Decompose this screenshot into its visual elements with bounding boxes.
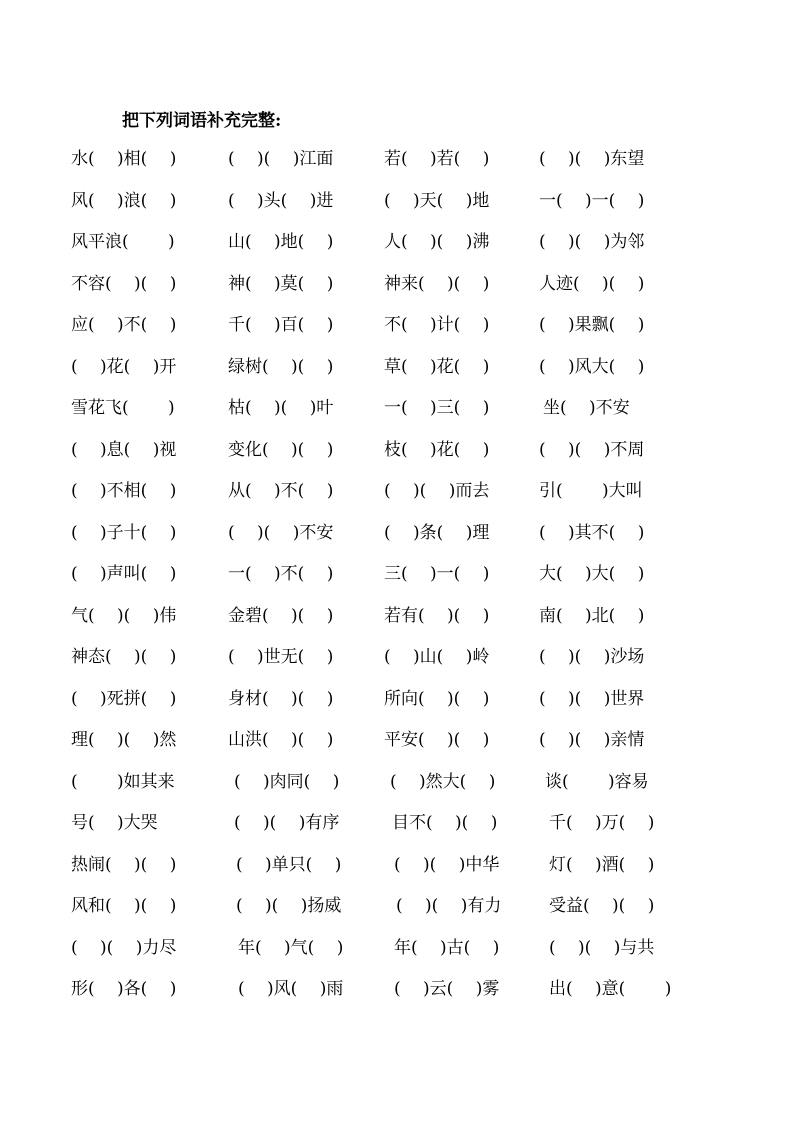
- page-title: 把下列词语补充完整:: [122, 111, 282, 131]
- exercise-row: [0, 188, 794, 214]
- exercise-row: [0, 852, 794, 878]
- exercise-row: [0, 935, 794, 961]
- idiom-blank-item: ( )肉同( ): [234, 771, 340, 792]
- idiom-blank-item: ( )然大( ): [390, 771, 496, 792]
- idiom-blank-item: 出( )意( ): [549, 979, 672, 999]
- idiom-blank-item: 风平浪( ): [71, 232, 175, 252]
- idiom-blank-item: 金碧( )( ): [228, 605, 334, 626]
- idiom-blank-item: ( )不相( ): [71, 481, 177, 501]
- idiom-blank-item: ( )( )中华: [394, 854, 500, 875]
- idiom-blank-item: 三( )一( ): [384, 564, 490, 584]
- idiom-blank-item: 号( )大哭: [71, 813, 158, 833]
- idiom-blank-item: 从( )不( ): [228, 481, 334, 501]
- idiom-blank-item: ( )单只( ): [236, 854, 342, 875]
- exercise-row: [0, 520, 794, 546]
- idiom-blank-item: 绿树( )( ): [228, 356, 334, 377]
- idiom-blank-item: ( )声叫( ): [71, 564, 177, 584]
- idiom-blank-item: 神( )莫( ): [228, 273, 334, 294]
- idiom-blank-item: 枯( )( )叶: [228, 398, 334, 418]
- idiom-blank-item: 一( )不( ): [228, 564, 334, 584]
- idiom-blank-item: 不( )计( ): [384, 315, 490, 335]
- idiom-blank-item: 一( )三( ): [384, 398, 490, 418]
- exercise-row: [0, 229, 794, 255]
- idiom-blank-item: ( )( )不安: [228, 522, 334, 543]
- exercise-row: [0, 810, 794, 836]
- idiom-blank-item: ( )山( )岭: [384, 647, 490, 667]
- exercise-row: [0, 727, 794, 753]
- exercise-row: [0, 354, 794, 380]
- idiom-blank-item: 水( )相( ): [71, 149, 177, 169]
- idiom-blank-item: 山( )地( ): [228, 232, 334, 252]
- idiom-blank-item: ( )( )扬威: [236, 896, 342, 916]
- exercise-row: [0, 478, 794, 504]
- idiom-blank-item: 若有( )( ): [384, 605, 490, 626]
- exercise-row: [0, 561, 794, 587]
- idiom-blank-item: 引( )大叫: [539, 481, 643, 501]
- idiom-blank-item: 人迹( )( ): [539, 273, 645, 294]
- exercise-row: [0, 686, 794, 712]
- idiom-blank-item: 枝( )花( ): [384, 439, 490, 460]
- idiom-blank-item: ( )风大( ): [539, 356, 645, 377]
- exercise-row: [0, 603, 794, 629]
- idiom-blank-item: ( )( )东望: [539, 149, 645, 169]
- idiom-blank-item: 草( )花( ): [384, 356, 490, 377]
- idiom-blank-item: 身材( )( ): [228, 688, 334, 709]
- idiom-blank-item: 气( )( )伟: [71, 605, 177, 626]
- idiom-blank-item: ( )( )为邻: [539, 232, 645, 252]
- idiom-blank-item: ( )( )而去: [384, 481, 490, 501]
- idiom-blank-item: 热闹( )( ): [71, 854, 177, 875]
- idiom-blank-item: ( )天( )地: [384, 190, 490, 211]
- idiom-blank-item: 神来( )( ): [384, 273, 490, 294]
- idiom-blank-item: 灯( )酒( ): [549, 854, 655, 875]
- idiom-blank-item: 千( )百( ): [228, 315, 334, 335]
- idiom-blank-item: ( )( )与共: [549, 937, 655, 958]
- idiom-blank-item: 理( )( )然: [71, 730, 177, 750]
- idiom-blank-item: ( )( )沙场: [539, 647, 645, 667]
- idiom-blank-item: 年( )气( ): [238, 937, 344, 958]
- idiom-blank-item: 若( )若( ): [384, 149, 490, 169]
- idiom-blank-item: ( )果飘( ): [539, 315, 645, 335]
- exercise-row: [0, 769, 794, 795]
- exercise-row: [0, 437, 794, 463]
- idiom-blank-item: ( )( )力尽: [71, 937, 177, 958]
- idiom-blank-item: 受益( )( ): [549, 896, 655, 916]
- idiom-blank-item: ( )如其来: [71, 771, 175, 792]
- idiom-blank-item: ( )息( )视: [71, 439, 177, 460]
- idiom-blank-item: ( )风( )雨: [238, 979, 344, 999]
- idiom-blank-item: ( )( )不周: [539, 439, 645, 460]
- idiom-blank-item: 人( )( )沸: [384, 232, 490, 252]
- idiom-blank-item: ( )头( )进: [228, 190, 334, 211]
- exercise-row: [0, 893, 794, 919]
- idiom-blank-item: ( )花( )开: [71, 356, 177, 377]
- idiom-blank-item: 千( )万( ): [549, 813, 655, 833]
- idiom-blank-item: 神态( )( ): [71, 647, 177, 667]
- idiom-blank-item: ( )世无( ): [228, 647, 334, 667]
- idiom-blank-item: 南( )北( ): [539, 605, 645, 626]
- idiom-blank-item: ( )死拼( ): [71, 688, 177, 709]
- idiom-blank-item: 风和( )( ): [71, 896, 177, 916]
- idiom-blank-item: ( )( )世界: [539, 688, 645, 709]
- idiom-blank-item: 谈( )容易: [545, 771, 649, 792]
- idiom-blank-item: 山洪( )( ): [228, 730, 334, 750]
- idiom-blank-item: 风( )浪( ): [71, 190, 177, 211]
- idiom-blank-item: ( )云( )雾: [394, 979, 500, 999]
- idiom-blank-item: ( )条( )理: [384, 522, 490, 543]
- idiom-blank-item: 变化( )( ): [228, 439, 334, 460]
- exercise-row: [0, 976, 794, 1002]
- exercise-row: [0, 146, 794, 172]
- exercise-row: [0, 644, 794, 670]
- idiom-blank-item: ( )( )江面: [228, 149, 334, 169]
- idiom-blank-item: 目不( )( ): [392, 813, 498, 833]
- idiom-blank-item: 不容( )( ): [71, 273, 177, 294]
- idiom-blank-item: 年( )古( ): [394, 937, 500, 958]
- idiom-blank-item: 一( )一( ): [539, 190, 645, 211]
- idiom-blank-item: 雪花飞( ): [71, 398, 175, 418]
- idiom-blank-item: ( )其不( ): [539, 522, 645, 543]
- exercise-row: [0, 312, 794, 338]
- exercise-row: [0, 271, 794, 297]
- idiom-blank-item: 坐( )不安: [543, 398, 630, 418]
- idiom-blank-item: 应( )不( ): [71, 315, 177, 335]
- idiom-blank-item: 平安( )( ): [384, 730, 490, 750]
- idiom-blank-item: ( )( )有序: [234, 813, 340, 833]
- idiom-blank-item: 形( )各( ): [71, 979, 177, 999]
- idiom-blank-item: ( )子十( ): [71, 522, 177, 543]
- idiom-blank-item: ( )( )有力: [396, 896, 502, 916]
- idiom-blank-item: 所向( )( ): [384, 688, 490, 709]
- idiom-blank-item: ( )( )亲情: [539, 730, 645, 750]
- idiom-blank-item: 大( )大( ): [539, 564, 645, 584]
- exercise-row: [0, 395, 794, 421]
